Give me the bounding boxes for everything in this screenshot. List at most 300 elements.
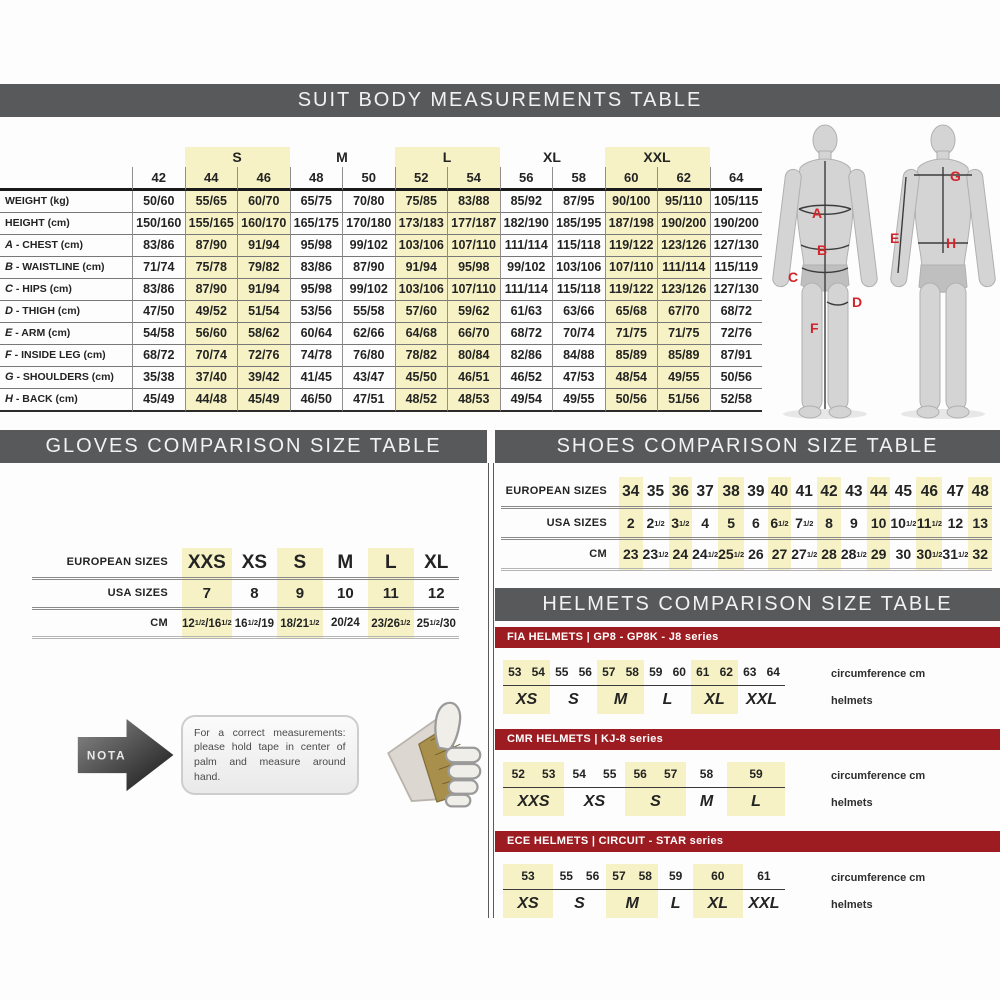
shoes-grid-cell: 39 bbox=[744, 477, 768, 509]
suit-value-cell: 107/110 bbox=[447, 235, 500, 257]
gloves-grid-cell: XS bbox=[232, 548, 277, 580]
suit-value-cell: 119/122 bbox=[605, 279, 658, 301]
thumbs-up-hand-illustration bbox=[381, 691, 487, 819]
shoes-grid-cell: 71/2 bbox=[791, 509, 817, 540]
suit-value-cell: 50/60 bbox=[132, 191, 185, 213]
shoes-grid-cell: 301/2 bbox=[916, 540, 942, 571]
suit-value-cell: 46/51 bbox=[447, 367, 500, 389]
figure-letter-d: D bbox=[852, 294, 863, 310]
suit-value-cell: 49/55 bbox=[552, 389, 605, 412]
suit-value-cell: 52/58 bbox=[710, 389, 763, 412]
panel-divider bbox=[488, 463, 494, 918]
suit-value-cell: 95/110 bbox=[657, 191, 710, 213]
helmet-size-cell: XXL bbox=[748, 895, 780, 912]
suit-value-cell: 150/160 bbox=[132, 213, 185, 235]
shoes-grid-cell: 12 bbox=[942, 509, 968, 540]
gloves-title: GLOVES COMPARISON SIZE TABLE bbox=[45, 435, 442, 457]
suit-value-cell: 123/126 bbox=[657, 279, 710, 301]
helmet-grid-0 bbox=[503, 660, 785, 714]
shoes-grid-cell: 5 bbox=[718, 509, 744, 540]
helmet-circumference-cell: 60 bbox=[668, 660, 692, 686]
gloves-grid-cell: XL bbox=[414, 548, 459, 580]
suit-row-label: H - BACK (cm) bbox=[0, 389, 132, 412]
shoes-grid-cell: 32 bbox=[968, 540, 992, 571]
ece-row-labels bbox=[831, 864, 925, 918]
suit-value-cell: 127/130 bbox=[710, 279, 763, 301]
shoes-grid-cell: 111/2 bbox=[916, 509, 942, 540]
suit-value-cell: 35/38 bbox=[132, 367, 185, 389]
shoes-grid-cell: 29 bbox=[867, 540, 891, 571]
shoes-grid-cell: 34 bbox=[619, 477, 643, 509]
suit-value-cell: 115/118 bbox=[552, 235, 605, 257]
suit-value-cell: 105/115 bbox=[710, 191, 763, 213]
shoes-grid-cell: 30 bbox=[890, 540, 916, 571]
suit-value-cell: 60/70 bbox=[237, 191, 290, 213]
suit-value-cell: 68/72 bbox=[500, 323, 553, 345]
suit-value-cell: 71/75 bbox=[605, 323, 658, 345]
nota-arrow-icon bbox=[76, 708, 177, 803]
gloves-grid-cell: 9 bbox=[277, 580, 322, 610]
suit-value-cell: 177/187 bbox=[447, 213, 500, 235]
shoes-grid-cell: 38 bbox=[718, 477, 744, 509]
cmr-helmet-table bbox=[503, 762, 1000, 816]
suit-value-cell: 99/102 bbox=[342, 279, 395, 301]
suit-row-label: C - HIPS (cm) bbox=[0, 279, 132, 301]
figure-letter-b: B bbox=[817, 242, 828, 258]
shoes-grid-cell: 10 bbox=[867, 509, 891, 540]
suit-value-cell: 85/89 bbox=[657, 345, 710, 367]
suit-value-cell: 55/58 bbox=[342, 301, 395, 323]
figure-letter-f: F bbox=[810, 320, 819, 336]
helmet-circumference-cell: 58 bbox=[686, 762, 727, 788]
shoes-grid-cell: 13 bbox=[968, 509, 992, 540]
suit-size-header: 64 bbox=[710, 167, 763, 191]
helmet-circumference-cell: 54 bbox=[527, 660, 551, 686]
suit-value-cell: 115/119 bbox=[710, 257, 763, 279]
circumference-label: circumference cm bbox=[831, 871, 926, 884]
suit-value-cell: 55/65 bbox=[185, 191, 238, 213]
suit-value-cell: 87/91 bbox=[710, 345, 763, 367]
body-figures bbox=[762, 117, 1000, 421]
shoes-grid-cell: 21/2 bbox=[643, 509, 669, 540]
suit-value-cell: 53/56 bbox=[290, 301, 343, 323]
suit-value-cell: 87/90 bbox=[185, 235, 238, 257]
gloves-title-bar bbox=[0, 430, 487, 463]
shoes-grid-cell: 61/2 bbox=[768, 509, 792, 540]
suit-value-cell: 76/80 bbox=[342, 345, 395, 367]
shoes-grid-cell: 46 bbox=[916, 477, 942, 509]
helmet-size-cell: XS bbox=[503, 890, 553, 918]
suit-value-cell: 51/56 bbox=[657, 389, 710, 412]
suit-size-group bbox=[132, 147, 185, 167]
suit-value-cell: 47/53 bbox=[552, 367, 605, 389]
suit-value-cell: 59/62 bbox=[447, 301, 500, 323]
suit-size-header: 62 bbox=[657, 167, 710, 191]
shoes-grid-cell: 23 bbox=[619, 540, 643, 571]
fia-helmet-table bbox=[503, 660, 1000, 714]
helmet-size-cell: XXL bbox=[745, 691, 778, 708]
helmet-size-cell: L bbox=[727, 788, 785, 816]
suit-value-cell: 70/74 bbox=[185, 345, 238, 367]
figure-letter-a: A bbox=[812, 205, 823, 221]
shoes-grid-cell: 28 bbox=[817, 540, 841, 571]
suit-value-cell: 75/78 bbox=[185, 257, 238, 279]
shoes-grid-cell: 231/2 bbox=[643, 540, 669, 571]
suit-value-cell: 91/94 bbox=[237, 279, 290, 301]
suit-value-cell: 66/70 bbox=[447, 323, 500, 345]
suit-row-label: HEIGHT (cm) bbox=[0, 213, 132, 235]
suit-size-header: 54 bbox=[447, 167, 500, 191]
shoes-grid-cell: 27 bbox=[768, 540, 792, 571]
measurement-note bbox=[76, 691, 487, 819]
shoes-grid-row-label: USA SIZES bbox=[501, 509, 619, 540]
helmet-size-cell: L bbox=[670, 895, 681, 912]
suit-value-cell: 170/180 bbox=[342, 213, 395, 235]
shoes-grid-cell: 281/2 bbox=[841, 540, 867, 571]
shoes-grid-cell: 251/2 bbox=[718, 540, 744, 571]
suit-value-cell: 95/98 bbox=[290, 279, 343, 301]
suit-value-cell: 45/49 bbox=[237, 389, 290, 412]
suit-value-cell: 119/122 bbox=[605, 235, 658, 257]
helmet-circumference-cell: 55 bbox=[550, 660, 574, 686]
fia-row-labels bbox=[831, 660, 925, 714]
shoes-grid-cell: 24 bbox=[669, 540, 693, 571]
helmet-size-cell: XL bbox=[691, 686, 738, 714]
helmet-circumference-cell: 59 bbox=[644, 660, 668, 686]
suit-value-cell: 63/66 bbox=[552, 301, 605, 323]
helmet-circumference-cell: 55 bbox=[594, 762, 624, 788]
suit-size-header: 42 bbox=[132, 167, 185, 191]
helmet-circumference-cell: 60 bbox=[693, 864, 743, 890]
suit-value-cell: 45/49 bbox=[132, 389, 185, 412]
gloves-grid-cell: 18/211/2 bbox=[277, 610, 322, 639]
helmet-circumference-cell: 53 bbox=[533, 762, 563, 788]
gloves-grid bbox=[32, 548, 459, 639]
suit-value-cell: 37/40 bbox=[185, 367, 238, 389]
suit-value-cell: 111/114 bbox=[657, 257, 710, 279]
helmet-circumference-cell: 55 bbox=[553, 864, 579, 890]
suit-value-cell: 58/62 bbox=[237, 323, 290, 345]
gloves-grid-cell: 7 bbox=[182, 580, 232, 610]
suit-value-cell: 43/47 bbox=[342, 367, 395, 389]
suit-size-group: M bbox=[336, 149, 348, 165]
helmet-circumference-cell: 54 bbox=[564, 762, 594, 788]
suit-value-cell: 71/75 bbox=[657, 323, 710, 345]
suit-row-label: E - ARM (cm) bbox=[0, 323, 132, 345]
suit-value-cell: 65/75 bbox=[290, 191, 343, 213]
helmet-circumference-cell: 59 bbox=[658, 864, 692, 890]
helmet-circumference-cell: 62 bbox=[715, 660, 739, 686]
suit-value-cell: 49/55 bbox=[657, 367, 710, 389]
shoes-grid-cell: 42 bbox=[817, 477, 841, 509]
suit-value-cell: 46/52 bbox=[500, 367, 553, 389]
suit-size-header: 46 bbox=[237, 167, 290, 191]
shoes-grid-cell: 311/2 bbox=[942, 540, 968, 571]
helmet-size-cell: L bbox=[662, 691, 673, 708]
suit-row-label: D - THIGH (cm) bbox=[0, 301, 132, 323]
suit-size-group: XL bbox=[543, 149, 561, 165]
helmets-label: helmets bbox=[831, 796, 873, 809]
shoes-grid-cell: 44 bbox=[867, 477, 891, 509]
gloves-panel bbox=[0, 430, 487, 918]
helmet-circumference-cell: 61 bbox=[691, 660, 715, 686]
gloves-grid-cell: 20/24 bbox=[323, 610, 368, 639]
helmet-size-cell: M bbox=[597, 686, 644, 714]
suit-value-cell: 56/60 bbox=[185, 323, 238, 345]
gloves-grid-cell: 23/261/2 bbox=[368, 610, 413, 639]
suit-value-cell: 62/66 bbox=[342, 323, 395, 345]
suit-value-cell: 187/198 bbox=[605, 213, 658, 235]
suit-value-cell: 74/78 bbox=[290, 345, 343, 367]
suit-value-cell: 60/64 bbox=[290, 323, 343, 345]
circumference-label: circumference cm bbox=[831, 769, 926, 782]
suit-value-cell: 90/100 bbox=[605, 191, 658, 213]
suit-size-header: 58 bbox=[552, 167, 605, 191]
suit-value-cell: 72/76 bbox=[710, 323, 763, 345]
suit-value-cell: 83/88 bbox=[447, 191, 500, 213]
shoes-grid-cell: 26 bbox=[744, 540, 768, 571]
suit-value-cell: 78/82 bbox=[395, 345, 448, 367]
suit-value-cell: 127/130 bbox=[710, 235, 763, 257]
gloves-grid-cell: M bbox=[323, 548, 368, 580]
helmet-size-cell: XS bbox=[583, 793, 606, 810]
shoes-grid-cell: 43 bbox=[841, 477, 867, 509]
shoes-grid-cell: 31/2 bbox=[669, 509, 693, 540]
suit-value-cell: 99/102 bbox=[342, 235, 395, 257]
ece-helmets-series-bar: ECE HELMETS | CIRCUIT - STAR series bbox=[495, 831, 1000, 852]
helmet-circumference-cell: 52 bbox=[503, 762, 533, 788]
suit-value-cell: 47/51 bbox=[342, 389, 395, 412]
helmet-grid-2 bbox=[503, 864, 785, 918]
helmet-circumference-cell: 53 bbox=[503, 660, 527, 686]
suit-size-header: 56 bbox=[500, 167, 553, 191]
shoes-grid-cell: 6 bbox=[744, 509, 768, 540]
suit-value-cell: 111/114 bbox=[500, 279, 553, 301]
helmet-size-cell: XXS bbox=[503, 788, 564, 816]
shoes-helmets-panel bbox=[495, 430, 1000, 918]
suit-value-cell: 99/102 bbox=[500, 257, 553, 279]
suit-value-cell: 123/126 bbox=[657, 235, 710, 257]
suit-value-cell: 39/42 bbox=[237, 367, 290, 389]
suit-value-cell: 111/114 bbox=[500, 235, 553, 257]
gloves-grid-row-label: CM bbox=[32, 610, 182, 639]
suit-value-cell: 83/86 bbox=[132, 235, 185, 257]
suit-value-cell: 50/56 bbox=[605, 389, 658, 412]
shoes-title-bar bbox=[495, 430, 1000, 463]
gloves-grid-cell: 12 bbox=[414, 580, 459, 610]
helmet-circumference-cell: 64 bbox=[762, 660, 786, 686]
helmets-title-bar bbox=[495, 588, 1000, 621]
helmet-size-cell: XL bbox=[693, 890, 743, 918]
shoes-grid-cell: 4 bbox=[692, 509, 718, 540]
suit-value-cell: 75/85 bbox=[395, 191, 448, 213]
suit-row-label: G - SHOULDERS (cm) bbox=[0, 367, 132, 389]
suit-value-cell: 65/68 bbox=[605, 301, 658, 323]
shoes-grid-cell: 9 bbox=[841, 509, 867, 540]
shoes-grid-cell: 37 bbox=[692, 477, 718, 509]
nota-label: NOTA bbox=[86, 749, 127, 763]
shoes-grid bbox=[501, 477, 992, 571]
suit-size-header: 48 bbox=[290, 167, 343, 191]
suit-value-cell: 83/86 bbox=[290, 257, 343, 279]
shoes-grid-cell: 47 bbox=[942, 477, 968, 509]
suit-value-cell: 84/88 bbox=[552, 345, 605, 367]
gloves-grid-cell: 10 bbox=[323, 580, 368, 610]
helmet-circumference-cell: 56 bbox=[579, 864, 605, 890]
suit-value-cell: 103/106 bbox=[395, 235, 448, 257]
figure-letter-g: G bbox=[950, 168, 961, 184]
shoes-grid-cell: 48 bbox=[968, 477, 992, 509]
helmet-circumference-cell: 61 bbox=[743, 864, 785, 890]
helmet-size-cell: S bbox=[568, 691, 579, 708]
suit-value-cell: 95/98 bbox=[447, 257, 500, 279]
suit-value-cell: 190/200 bbox=[710, 213, 763, 235]
suit-value-cell: 91/94 bbox=[237, 235, 290, 257]
suit-size-group: XXL bbox=[605, 147, 710, 167]
gloves-grid-cell: 8 bbox=[232, 580, 277, 610]
suit-row-label: F - INSIDE LEG (cm) bbox=[0, 345, 132, 367]
helmet-grid-1 bbox=[503, 762, 785, 816]
suit-value-cell: 71/74 bbox=[132, 257, 185, 279]
helmet-size-cell: M bbox=[699, 793, 714, 810]
suit-value-cell: 87/90 bbox=[185, 279, 238, 301]
fia-helmets-series-bar: FIA HELMETS | GP8 - GP8K - J8 series bbox=[495, 627, 1000, 648]
shoes-grid-row-label: EUROPEAN SIZES bbox=[501, 477, 619, 509]
suit-row-label: B - WAISTLINE (cm) bbox=[0, 257, 132, 279]
suit-size-header: 52 bbox=[395, 167, 448, 191]
helmet-size-cell: M bbox=[606, 890, 659, 918]
helmets-title: HELMETS COMPARISON SIZE TABLE bbox=[542, 593, 953, 615]
suit-size-header: 60 bbox=[605, 167, 658, 191]
note-text: For a correct measurements: please hold tape in center of palm and measure around hand. bbox=[181, 715, 359, 796]
suit-size-header: 50 bbox=[342, 167, 395, 191]
suit-value-cell: 83/86 bbox=[132, 279, 185, 301]
shoes-grid-row-label: CM bbox=[501, 540, 619, 571]
shoes-grid-cell: 241/2 bbox=[692, 540, 718, 571]
helmets-label: helmets bbox=[831, 898, 873, 911]
figure-letter-h: H bbox=[946, 235, 957, 251]
suit-value-cell: 68/72 bbox=[132, 345, 185, 367]
suit-value-cell: 44/48 bbox=[185, 389, 238, 412]
suit-value-cell: 61/63 bbox=[500, 301, 553, 323]
suit-row-label: WEIGHT (kg) bbox=[0, 191, 132, 213]
suit-value-cell: 70/80 bbox=[342, 191, 395, 213]
body-figure-front-illustration bbox=[766, 121, 884, 421]
helmet-size-cell: S bbox=[574, 895, 585, 912]
suit-row-label: A - CHEST (cm) bbox=[0, 235, 132, 257]
suit-value-cell: 41/45 bbox=[290, 367, 343, 389]
shoes-grid-cell: 8 bbox=[817, 509, 841, 540]
suit-value-cell: 95/98 bbox=[290, 235, 343, 257]
gloves-grid-cell: XXS bbox=[182, 548, 232, 580]
shoes-title: SHOES COMPARISON SIZE TABLE bbox=[556, 435, 939, 457]
shoes-grid-cell: 41 bbox=[791, 477, 817, 509]
helmet-circumference-cell: 57 bbox=[655, 762, 685, 788]
suit-size-header: 44 bbox=[185, 167, 238, 191]
suit-value-cell: 103/106 bbox=[552, 257, 605, 279]
suit-value-cell: 47/50 bbox=[132, 301, 185, 323]
shoes-grid-cell: 40 bbox=[768, 477, 792, 509]
suit-value-cell: 165/175 bbox=[290, 213, 343, 235]
shoes-grid-cell: 101/2 bbox=[890, 509, 916, 540]
suit-value-cell: 107/110 bbox=[605, 257, 658, 279]
gloves-grid-cell: 121/2/161/2 bbox=[182, 610, 232, 639]
suit-value-cell: 49/52 bbox=[185, 301, 238, 323]
suit-value-cell: 160/170 bbox=[237, 213, 290, 235]
suit-value-cell: 155/165 bbox=[185, 213, 238, 235]
suit-value-cell: 103/106 bbox=[395, 279, 448, 301]
suit-header-spacer bbox=[0, 167, 132, 191]
suit-value-cell: 107/110 bbox=[447, 279, 500, 301]
suit-value-cell: 54/58 bbox=[132, 323, 185, 345]
gloves-grid-cell: 161/2/19 bbox=[232, 610, 277, 639]
suit-value-cell: 173/183 bbox=[395, 213, 448, 235]
suit-value-cell: 85/92 bbox=[500, 191, 553, 213]
suit-value-cell: 72/76 bbox=[237, 345, 290, 367]
suit-value-cell: 49/54 bbox=[500, 389, 553, 412]
suit-value-cell: 57/60 bbox=[395, 301, 448, 323]
shoes-grid-cell: 45 bbox=[890, 477, 916, 509]
suit-grid bbox=[0, 147, 762, 412]
suit-corner-cell bbox=[0, 147, 132, 167]
suit-size-group: L bbox=[395, 147, 500, 167]
suit-value-cell: 87/95 bbox=[552, 191, 605, 213]
suit-value-cell: 70/74 bbox=[552, 323, 605, 345]
suit-value-cell: 67/70 bbox=[657, 301, 710, 323]
helmet-size-cell: XS bbox=[503, 686, 550, 714]
shoes-grid-cell: 36 bbox=[669, 477, 693, 509]
shoes-grid-cell: 35 bbox=[643, 477, 669, 509]
gloves-grid-cell: L bbox=[368, 548, 413, 580]
helmet-circumference-cell: 57 bbox=[606, 864, 632, 890]
suit-value-cell: 48/53 bbox=[447, 389, 500, 412]
ece-helmet-table bbox=[503, 864, 1000, 918]
shoes-grid-cell: 271/2 bbox=[791, 540, 817, 571]
suit-size-group: S bbox=[185, 147, 290, 167]
figure-letter-c: C bbox=[788, 269, 799, 285]
cmr-row-labels bbox=[831, 762, 925, 816]
suit-value-cell: 115/118 bbox=[552, 279, 605, 301]
body-figure-back-illustration bbox=[884, 121, 1000, 421]
suit-value-cell: 68/72 bbox=[710, 301, 763, 323]
suit-value-cell: 46/50 bbox=[290, 389, 343, 412]
suit-size-group bbox=[710, 147, 763, 167]
suit-value-cell: 64/68 bbox=[395, 323, 448, 345]
helmet-circumference-cell: 57 bbox=[597, 660, 621, 686]
circumference-label: circumference cm bbox=[831, 667, 926, 680]
shoes-grid-cell: 2 bbox=[619, 509, 643, 540]
suit-value-cell: 85/89 bbox=[605, 345, 658, 367]
suit-value-cell: 80/84 bbox=[447, 345, 500, 367]
cmr-helmets-series-bar: CMR HELMETS | KJ-8 series bbox=[495, 729, 1000, 750]
helmets-label: helmets bbox=[831, 694, 873, 707]
suit-title: SUIT BODY MEASUREMENTS TABLE bbox=[297, 89, 703, 111]
suit-value-cell: 182/190 bbox=[500, 213, 553, 235]
gloves-grid-cell: 11 bbox=[368, 580, 413, 610]
gloves-grid-cell: 251/2/30 bbox=[414, 610, 459, 639]
suit-value-cell: 48/54 bbox=[605, 367, 658, 389]
helmet-circumference-cell: 56 bbox=[574, 660, 598, 686]
suit-value-cell: 87/90 bbox=[342, 257, 395, 279]
helmet-circumference-cell: 56 bbox=[625, 762, 655, 788]
suit-value-cell: 190/200 bbox=[657, 213, 710, 235]
gloves-grid-row-label: USA SIZES bbox=[32, 580, 182, 610]
helmet-circumference-cell: 59 bbox=[727, 762, 785, 788]
suit-value-cell: 48/52 bbox=[395, 389, 448, 412]
helmet-size-cell: S bbox=[625, 788, 686, 816]
suit-value-cell: 79/82 bbox=[237, 257, 290, 279]
helmet-circumference-cell: 58 bbox=[632, 864, 658, 890]
